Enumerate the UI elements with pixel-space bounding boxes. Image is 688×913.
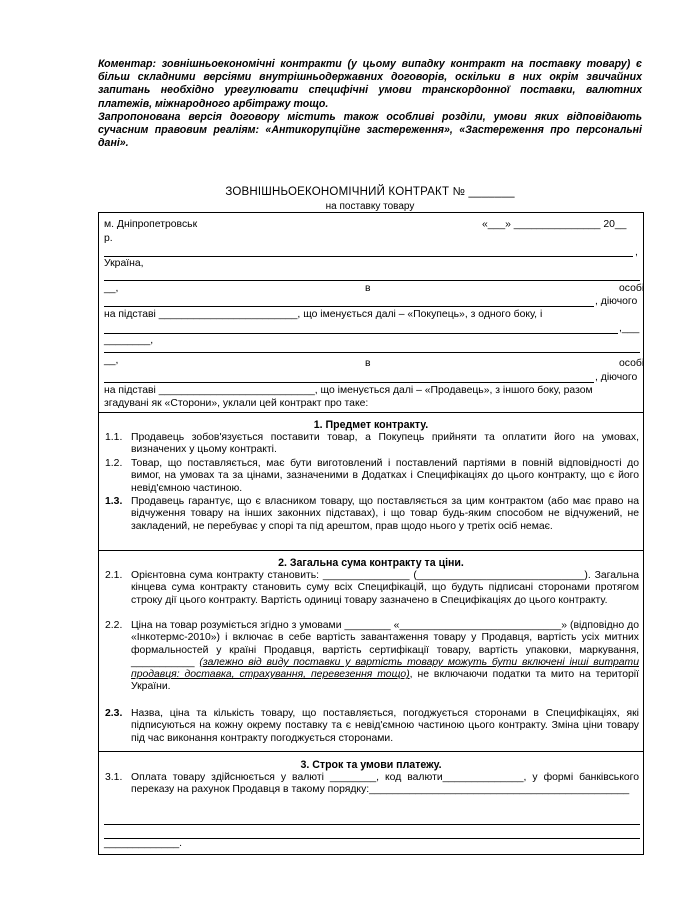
contract-date: «___» _______________ 20__ [482, 219, 627, 230]
clause-text: Назва, ціна та кількість товару, що поставляється, погоджується сторонами в Специфікаціях, які підписуються на кожну окрему поставку та є невід'ємною частиною цього контракту. Зміна ціни товару під час виконання контракту погоджується сторонами. [131, 708, 639, 744]
country-label: Україна, [104, 258, 144, 269]
v-1: в [365, 283, 371, 294]
commentary-paragraph-2: Запропонована версія договору містить також особливі розділи, умови яких відповідають сучасним правовим реаліям: «Антикорупційне застереження», «Застереження про персональні дані». [98, 110, 642, 150]
clause-text-part: , не включаючи податки та мито на території України. [131, 669, 639, 693]
clause-text: Продавець зобов'язується поставити товар, а Покупець прийняти та оплатити його на умовах, визначених у цьому контракті. [131, 432, 639, 456]
clause-text: Орієнтовна сума контракту становить: _______________ (_____________________________). Загальна кінцева сума контракту становить суму всіх Специфікацій, що будуть підписані сторонами протягом строку дії цього контракту. Вартість одиниці товару зазначено в Специфікаціях до цього контракту. [131, 570, 639, 606]
end-1: ,___ [619, 323, 640, 334]
clause-number: 2.1. [105, 570, 123, 581]
blank-line [104, 280, 640, 281]
clause-number: 1.2. [105, 458, 123, 469]
clause-text [131, 620, 639, 694]
section-divider [99, 412, 643, 413]
blank-line [104, 838, 640, 839]
clause-number: 2.2. [105, 620, 123, 631]
seller-basis: на підставі ___________________________, що іменується далі – «Продавець», з іншого боку, разом [104, 385, 593, 396]
clause-number: 3.1. [105, 772, 123, 783]
blank-line [104, 352, 640, 353]
blank-line [104, 333, 618, 334]
year-suffix: р. [104, 233, 113, 244]
clause-number: 1.1. [105, 432, 123, 443]
contract-title: ЗОВНІШНЬОЕКОНОМІЧНИЙ КОНТРАКТ № _______ [225, 186, 515, 198]
osobi-1: особі [619, 283, 645, 294]
diyuchogo-2: , діючого [595, 372, 638, 383]
blank-line [104, 306, 594, 307]
osobi-2: особі [619, 358, 645, 369]
clause-number: 1.3. [105, 496, 123, 507]
buyer-basis: на підставі ________________________, що іменується далі – «Покупець», з одного боку, і [104, 309, 543, 320]
diyuchogo-1: , діючого [595, 296, 638, 307]
contract-frame [98, 212, 644, 855]
parties-together: згадувані як «Сторони», уклали цей контракт про таке: [104, 398, 369, 409]
blank-line [104, 256, 633, 257]
line-end: , [635, 247, 638, 258]
clause-number: 2.3. [105, 708, 123, 719]
section-divider [99, 751, 643, 752]
section-3-title: 3. Строк та умови платежу. [300, 759, 442, 771]
clause-text: Оплата товару здійснюється у валюті ________, код валюти______________, у формі банківського переказу на рахунок Продавця в такому порядку:_____________________________________________ [131, 772, 639, 796]
clause-note: (залежно від виду поставки у вартість товару можуть бути включені інші витрати продавця: доставка, страхування, перевезення тощо) [131, 656, 639, 681]
v-2: в [365, 358, 371, 369]
city-label: м. Дніпропетровськ [104, 219, 198, 230]
blank-line [104, 824, 640, 825]
commentary-paragraph-1: Коментар: зовнішньоекономічні контракти (у цьому випадку контракт на поставку товару) є більш складними версіями внутрішньодержавних договорів, оскільки в них окрім звичайних запитань необхідно урегулювати специфічні умови транскордонної поставки, валютних платежів, міжнародного арбітражу тощо. [98, 58, 642, 110]
contract-subtitle: на поставку товару [325, 201, 415, 212]
commentary-note [98, 58, 642, 150]
clause-text: Товар, що поставляється, має бути виготовлений і поставлений партіями в повній відповідності до вимог, на умовах та за цінами, зазначеними в Додатках і Специфікаціях до цього контракту, що є його невід'ємною частиною. [131, 458, 639, 494]
dash-1: __, [104, 283, 119, 294]
clause-text-part: Ціна на товар розуміється згідно з умовами ________ «____________________________» (відповідно до «Інкотермс-2010») і включає в себе вартість завантаження товару у Продавця, вартість усіх митних формальностей у країні Продавця, вартість сертифікації товару, вартість упаковки, маркування, ___________ [131, 620, 639, 668]
blank-line [104, 382, 594, 383]
section-2-title: 2. Загальна сума контракту та ціни. [278, 557, 464, 569]
tail-1: ________, [104, 335, 154, 346]
section-divider [99, 550, 643, 551]
section-1-title: 1. Предмет контракту. [313, 419, 429, 431]
clause-text: Продавець гарантує, що є власником товару, що поставляється за цим контрактом (або має право на відчуження товару на інших законних підставах), і що товар будь-яким способом не відчужений, не закладений, не перебуває у спорі та під арештом, прав щодо нього у третіх осіб немає. [131, 496, 639, 532]
dash-2: __, [104, 355, 119, 366]
payment-tail: _____________. [104, 838, 183, 849]
